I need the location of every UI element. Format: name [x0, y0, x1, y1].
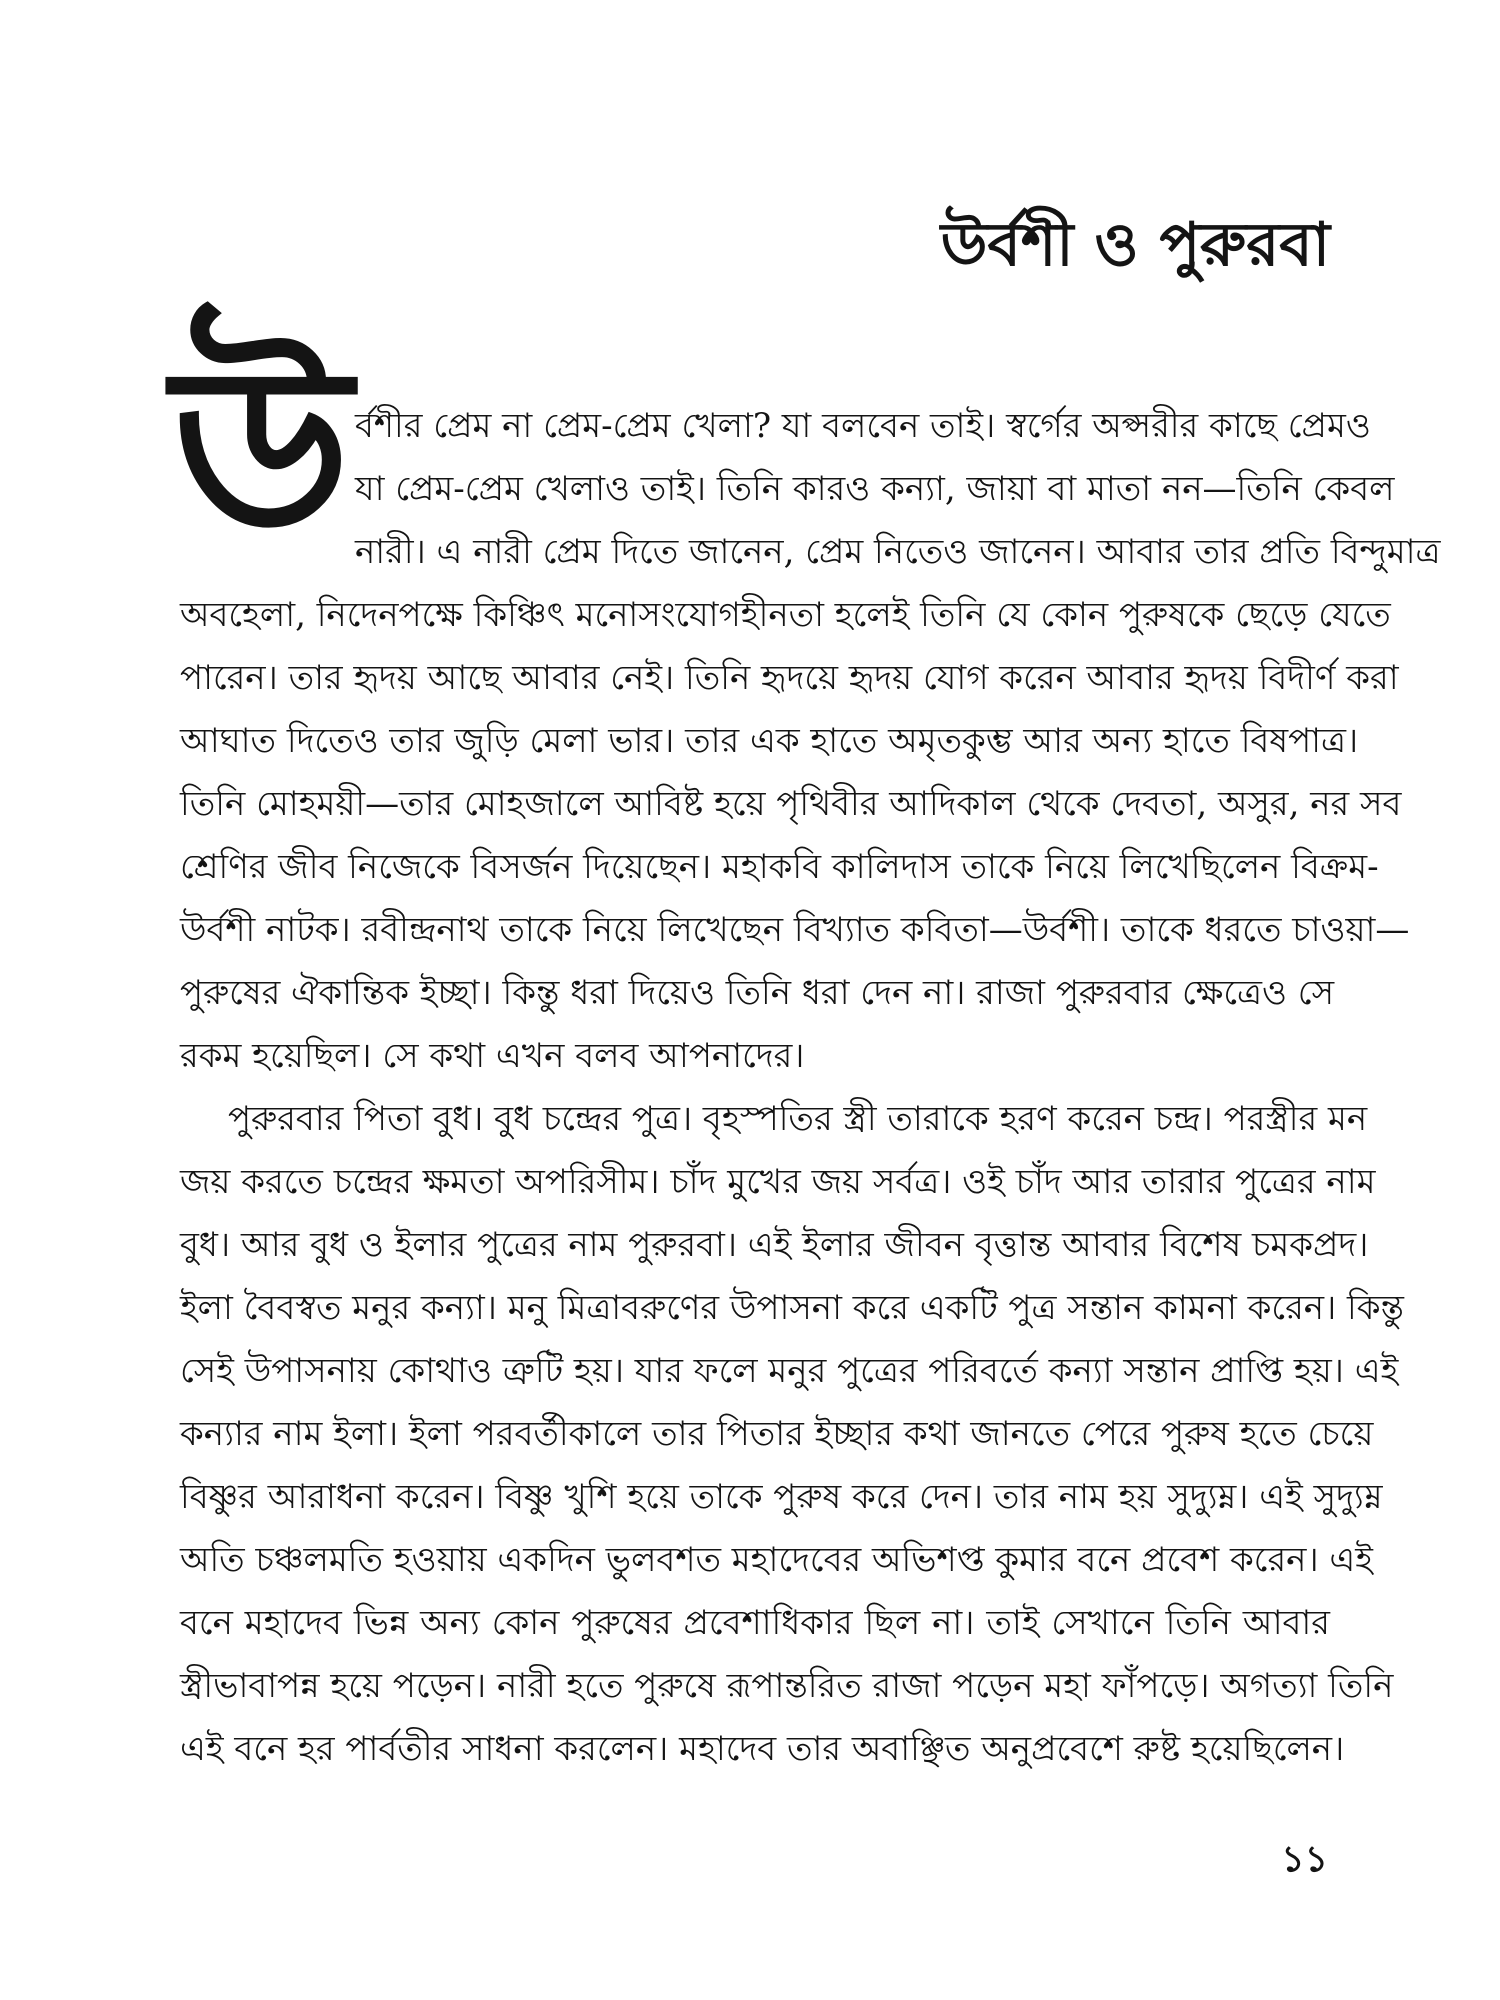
drop-cap-glyph: উ	[172, 315, 352, 585]
text-line: যা প্রেম-প্রেম খেলাও তাই। তিনি কারও কন্যা, জায়া বা মাতা নন—তিনি কেবল	[355, 469, 1395, 509]
text-line: ইলা বৈবস্বত মনুর কন্যা। মনু মিত্রাবরুণের উপাসনা করে একটি পুত্র সন্তান কামনা করেন। কিন্তু	[180, 1288, 1404, 1328]
text-line: বনে মহাদেব ভিন্ন অন্য কোন পুরুষের প্রবেশাধিকার ছিল না। তাই সেখানে তিনি আবার	[180, 1603, 1330, 1643]
text-line: আঘাত দিতেও তার জুড়ি মেলা ভার। তার এক হাতে অমৃতকুম্ভ আর অন্য হাতে বিষপাত্র।	[180, 721, 1359, 761]
page-number: ১১	[1281, 1838, 1328, 1880]
text-line: পুরুরবার পিতা বুধ। বুধ চন্দ্রের পুত্র। বৃহস্পতির স্ত্রী তারাকে হরণ করেন চন্দ্র। পরস্ত্রীর মন	[228, 1099, 1368, 1139]
text-line: অবহেলা, নিদেনপক্ষে কিঞ্চিৎ মনোসংযোগহীনতা হলেই তিনি যে কোন পুরুষকে ছেড়ে যেতে	[180, 595, 1391, 635]
text-line: রকম হয়েছিল। সে কথা এখন বলব আপনাদের।	[180, 1036, 805, 1076]
chapter-title: উর্বশী ও পুরুরবা	[940, 210, 1330, 280]
text-line: র্বশীর প্রেম না প্রেম-প্রেম খেলা? যা বলবেন তাই। স্বর্গের অপ্সরীর কাছে প্রেমও	[355, 406, 1371, 446]
text-line: উর্বশী নাটক। রবীন্দ্রনাথ তাকে নিয়ে লিখেছেন বিখ্যাত কবিতা—উর্বশী। তাকে ধরতে চাওয়া—	[180, 910, 1410, 950]
text-line: এই বনে হর পার্বতীর সাধনা করলেন। মহাদেব তার অবাঞ্ছিত অনুপ্রবেশে রুষ্ট হয়েছিলেন।	[180, 1729, 1345, 1769]
text-line: পুরুষের ঐকান্তিক ইচ্ছা। কিন্তু ধরা দিয়েও তিনি ধরা দেন না। রাজা পুরুরবার ক্ষেত্রেও সে	[180, 973, 1335, 1013]
text-line: নারী। এ নারী প্রেম দিতে জানেন, প্রেম নিতেও জানেন। আবার তার প্রতি বিন্দুমাত্র	[355, 532, 1441, 572]
text-line: তিনি মোহময়ী—তার মোহজালে আবিষ্ট হয়ে পৃথিবীর আদিকাল থেকে দেবতা, অসুর, নর সব	[180, 784, 1402, 824]
text-line: বুধ। আর বুধ ও ইলার পুত্রের নাম পুরুরবা। এই ইলার জীবন বৃত্তান্ত আবার বিশেষ চমকপ্রদ।	[180, 1225, 1369, 1265]
body-text	[180, 395, 1441, 1781]
text-line: জয় করতে চন্দ্রের ক্ষমতা অপরিসীম। চাঁদ মুখের জয় সর্বত্র। ওই চাঁদ আর তারার পুত্রের নাম	[180, 1162, 1376, 1202]
text-line: সেই উপাসনায় কোথাও ত্রুটি হয়। যার ফলে মনুর পুত্রের পরিবর্তে কন্যা সন্তান প্রাপ্তি হয়। এই	[180, 1351, 1399, 1391]
text-line: শ্রেণির জীব নিজেকে বিসর্জন দিয়েছেন। মহাকবি কালিদাস তাকে নিয়ে লিখেছিলেন বিক্রম-	[180, 847, 1379, 887]
text-line: অতি চঞ্চলমতি হওয়ায় একদিন ভুলবশত মহাদেবের অভিশপ্ত কুমার বনে প্রবেশ করেন। এই	[180, 1540, 1373, 1580]
text-line: বিষ্ণুর আরাধনা করেন। বিষ্ণু খুশি হয়ে তাকে পুরুষ করে দেন। তার নাম হয় সুদ্যুম্ন। এই সুদ্যুম্ন	[180, 1477, 1383, 1517]
text-line: কন্যার নাম ইলা। ইলা পরবর্তীকালে তার পিতার ইচ্ছার কথা জানতে পেরে পুরুষ হতে চেয়ে	[180, 1414, 1374, 1454]
text-line: পারেন। তার হৃদয় আছে আবার নেই। তিনি হৃদয়ে হৃদয় যোগ করেন আবার হৃদয় বিদীর্ণ করা	[180, 658, 1399, 698]
text-line: স্ত্রীভাবাপন্ন হয়ে পড়েন। নারী হতে পুরুষে রূপান্তরিত রাজা পড়েন মহা ফাঁপড়ে। অগত্যা তিনি	[180, 1666, 1394, 1706]
